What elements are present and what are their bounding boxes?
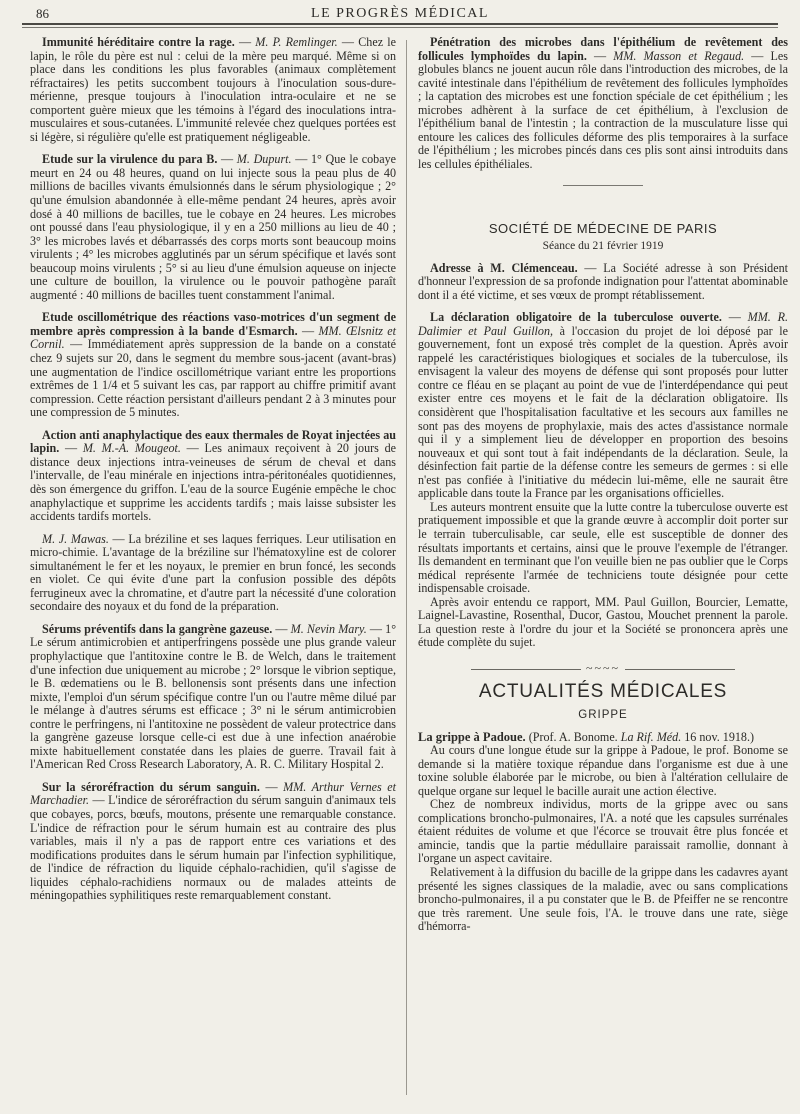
abstract-entry: Etude sur la virulence du para B. — M. Dupurt. — 1° Que le cobaye meurt en 24 ou 48 heures, quand on lui injecte sous la peau plus de 40 millions de bacilles vivants émulsionnés dans le sérum physiologique ; 2° qu'une émulsion abandonnée à elle-même pendant 24 heures, après avoir dosé à 40 millions de bacilles, tue le cobaye en 24 heures. Les microbes ont poussé dans l'eau physiologique, il y en a 250 millions au lieu de 40 ; 3° les microbes lavés et débarrassés des corps morts sont beaucoup moins virulents ; 4° les microbes agglutinés par un sérum spécifique et lavés sont beaucoup moins virulents ; 5° si au lieu d'une émulsion aqueuse on injecte une culture de bouillon, la virulence ou le pouvoir pathogène paraît augmenté : 40 millions de bacilles tuent constamment l'animal. [30,152,396,302]
lead-article-header [418,731,788,745]
entry-title: Pénétration des microbes dans l'épithélium de revêtement des follicules lymphoïdes du lapin. [418,35,788,63]
lead-article-ref: (Prof. A. Bonome. [528,729,618,744]
entry-title: Sur la séroréfraction du sérum sanguin. [42,779,260,794]
section-rule [563,185,643,186]
article-paragraph: Chez de nombreux individus, morts de la grippe avec ou sans complications broncho-pulmonaires, l'A. a noté que les capsules surrénales étaient réduites de volume et que l'écorce se trouvait être plus foncée et amincie, tandis que la partie médullaire paraissait ramollie, donnant à l'organe un aspect cavitaire. [418,797,788,866]
entry-text: Les animaux reçoivent à 20 jours de distance deux injections intra-veineuses de sérum de cheval et dans l'intervalle, de l'eau minérale en injections intra-péritonéales quotidiennes, dès son émergence du griffon. L'eau de la source Eugénie empêche le choc anaphylactique et supprime les accidents tardifs ; mais laisse subsister les accidents tardifs mortels. [30,441,397,524]
entry-text: Immédiatement après suppression de la bande on a constaté chez 9 sujets sur 20, dans le segment du membre sous-jacent (avant-bras) une augmentation de l'indice oscillométrique variant entre les proportions extrêmes de 1 1/4 et 5 suivant les cas, par rapport au chiffre primitif avant compression. Cette réaction persistant d'ailleurs pendant 2 à 3 minutes pour une compression de 5 minutes. [30,337,397,420]
entry-author: MM. Œlsnitz et Cornil. [30,323,397,352]
entry-author: M. M.-A. Mougeot. [82,441,181,456]
entry-paragraph: Après avoir entendu ce rapport, MM. Paul Guillon, Bourcier, Lematte, Laignel-Lavastine, Rosenthal, Ducor, Gastou, Mouchet prennent la parole. La question reste à l'ordre du jour et la Société se prononcera après une étude complète du sujet. [418,594,788,650]
left-column [30,36,396,912]
entry-title: La déclaration obligatoire de la tuberculose ouverte. [430,310,722,325]
entry-text: 1° Le sérum antimicrobien et antiperfringens possède une plus grande valeur prophylactique que l'antitoxine contre le B. de Welch, dans le traitement d'une infection due uniquement au microbe ; 2° lorsque le vibrion septique, le B. œdematiens ou le B. bellonensis sont présents dans une infection mixte, l'emploi d'un sérum spécifique contre l'un ou l'autre même dilué par le mélange à d'autres sérums est efficace ; 3° ni le sérum antimicrobien contre le perfringens, ni l'antitoxine ne possèdent de valeur protectrice dans la gangrène gazeuse lorsque celle-ci est due à une infection anaérobie mixte habituellement constatée dans les plaies de guerre. Travail fait à l'American Red Cross Research Laboratory, A. R. C. Military Hospital 2. [30,621,397,772]
running-title: LE PROGRÈS MÉDICAL [311,6,489,21]
abstract-entry: Sur la séroréfraction du sérum sanguin. — MM. Arthur Vernes et Marchadier. — L'indice de séroréfraction du sérum sanguin d'animaux tels que cobayes, porcs, bœufs, moutons, présente une remarquable constance. L'indice de réfraction pour le sérum humain est au contraire des plus variables, mais il n'y a pas de rapport entre ces variations et des modifications produites dans le sérum humain par l'infection syphilitique, de l'indice de réfraction du liquide céphalo-rachidien, qu'il s'agisse de liquides céphalo-rachidiens normaux ou de malades atteints de méningopathies syphilitiques reste remarquablement constant. [30,779,397,903]
entry-author: M. J. Mawas. [42,531,109,546]
lead-article-journal: La Rif. Méd. [620,729,682,744]
entry-author: MM. R. Dalimier et Paul Guillon, [418,310,789,338]
entry-title: Etude sur la virulence du para B. [42,152,218,167]
abstract-entry: Action anti anaphylactique des eaux thermales de Royat injectées au lapin. — M. M.-A. Mougeot. — Les animaux reçoivent à 20 jours de distance deux injections intra-veineuses de sérum de cheval et dans l'intervalle, de l'eau minérale en injections intra-péritonéales quotidiennes, dès son émergence du griffon. L'eau de la source Eugénie empêche le choc anaphylactique et supprime les accidents tardifs ; mais laisse subsister les accidents tardifs mortels. [30,427,397,524]
entry-title: Immunité héréditaire contre la rage. [42,35,235,49]
society-heading: SOCIÉTÉ DE MÉDECINE DE PARIS [488,221,718,237]
entry-author: MM. Arthur Vernes et Marchadier. [30,779,397,808]
entry-author: M. P. Remlinger. [255,35,338,49]
entry-text: Chez le lapin, le rôle du père est nul : celui de la mère peu marqué. Même si on place dans les conditions les plus favorables (animaux complètement réfractaires) les petits succombent toujours à l'inoculation sous-dure-mérienne, presque toujours à l'inoculation intra-oculaire et ne se comportent guère mieux que les témoins à l'égard des inoculations intra-musculaires et sous-cutanées. L'immunité relevée chez quelques portées est si légère, si régulière qu'elle est pratiquement négligeable. [30,35,397,144]
ornament-flourish: ~~~~ [586,660,620,675]
lead-article-date: 16 nov. 1918.) [684,729,755,744]
entry-text: à l'occasion du projet de loi déposé par le gouvernement, font un exposé très complet de la question. Après avoir rappelé les caractéristiques biologiques et sociales de la tuberculose, ils envisagent la valeur des moyens de défense qui sont proposés pour lutter contre ce fléau en se plaçant au point de vue de l'interdépendance qui peut exister entre ces moyens et le fait de la déclaration obligatoire. Ils considèrent que l'hospitalisation facultative et les secours aux familles ne sont pas des moyens de prophylaxie, mais des actes d'assistance normale qui il y a simplement lieu de développer en proportion des besoins nouveaux et qui sont tout à fait indépendants de la déclaration. Seule, la désinfection fait partie de la défense contre les semeurs de germes : si elle n'est pas confiée à l'initiative du médecin lui-même, elle ne saurait être applicable dans toute la France par les organisations officielles. [418,323,788,501]
abstract-entry: Sérums préventifs dans la gangrène gazeuse. — M. Nevin Mary. — 1° Le sérum antimicrobien et antiperfringens possède une plus grande valeur prophylactique que l'antitoxine contre le B. de Welch, dans le traitement d'une infection due uniquement au microbe ; 2° lorsque le vibrion septique, le B. œdematiens ou le B. bellonensis sont présents dans une infection mixte, l'emploi d'un sérum spécifique contre l'un ou l'autre même dilué par le mélange à d'autres sérums est efficace ; 3° ni le sérum antimicrobien contre le perfringens, ni l'antitoxine ne possèdent de valeur protectrice dans la gangrène gazeuse lorsque celle-ci est due à une infection anaérobie mixte habituellement constatée dans les plaies de guerre. Travail fait à l'American Red Cross Research Laboratory, A. R. C. Military Hospital 2. [30,621,397,772]
entry-text: La bréziline et ses laques ferriques. Leur utilisation en micro-chimie. L'avantage de la bréziline sur l'hématoxyline est de colorer simultanément le fer et les noyaux, le premier en brun foncé, les seconds en violet. Ce qui évite d'une part la confusion possible des dépôts ferrugineux avec la chromatine, et d'autre part la nécessité d'une coloration secondaire des noyaux et du fond de la préparation. [30,531,397,614]
header-rule [22,23,778,25]
ornament-line [625,669,735,670]
society-entry: La déclaration obligatoire de la tuberculose ouverte. — MM. R. Dalimier et Paul Guillon, à l'occasion du projet de loi déposé par le gouvernement, font un exposé très complet de la question. Après avoir rappelé les caractéristiques biologiques et sociales de la tuberculose, ils envisagent la valeur des moyens de défense qui sont proposés pour lutter contre ce fléau en se plaçant au point de vue de l'interdépendance qui peut exister entre ces moyens et le fait de la déclaration obligatoire. Ils considèrent que l'hospitalisation facultative et les secours aux familles ne sont pas des moyens de prophylaxie, mais des actes d'assistance normale qui il y a simplement lieu de développer en proportion des besoins nouveaux et qui sont tout à fait indépendants de la déclaration. Seule, la désinfection fait partie de la défense contre les semeurs de germes : si elle n'est pas confiée à l'initiative du médecin lui-même, elle ne saurait être applicable dans toute la France par les organisations officielles. Les auteurs montrent ensuite que la lutte contre la tuberculose ouverte est pratiquement impossible et que la grande œuvre à accomplir doit porter sur le terrain tuberculisable, car seule, elle est susceptible de donner des résultats importants et certains, ainsi que le prouve l'exemple de l'étranger. Ils demandent en terminant que l'on veuille bien ne pas oublier que le Corps médical représente l'armée de techniciens toute désignée pour cette indispensable croisade. Après avoir entendu ce rapport, MM. Paul Guillon, Bourcier, Lematte, Laignel-Lavastine, Rosenthal, Ducor, Gastou, Mouchet prennent la parole. La question reste à l'ordre du jour et la Société se prononcera après une étude complète du sujet. [418,310,789,650]
article-paragraph: Au cours d'une longue étude sur la grippe à Padoue, le prof. Bonome se demande si la matière toxique répandue dans l'organisme est due à une toxine soluble élaborée par le microbe, ou bien à l'altération cellulaire de quelque organe sur lequel le bacille aurait une action élective. [418,743,788,798]
entry-author: M. Dupurt. [236,152,292,167]
page-number: 86 [36,6,49,21]
column-divider [406,40,407,1095]
entry-author: M. Nevin Mary. [290,621,367,636]
entry-title: Adresse à M. Clémenceau. [430,260,578,275]
entry-title: Sérums préventifs dans la gangrène gazeuse. [42,621,273,636]
abstract-entry: M. J. Mawas. — La bréziline et ses laques ferriques. Leur utilisation en micro-chimie. L'avantage de la bréziline sur l'hématoxyline est de colorer simultanément le fer et les noyaux, le premier en brun foncé, les seconds en violet. Ce qui évite d'une part la confusion possible des dépôts ferrugineux avec la chromatine, et d'autre part la nécessité d'une coloration secondaire des noyaux et du fond de la préparation. [30,531,397,614]
lead-article-title: La grippe à Padoue. [418,729,526,744]
entry-text: 1° Que le cobaye meurt en 24 ou 48 heures, quand on lui injecte sous la peau plus de 40 millions de bacilles vivants émulsionnés dans le sérum physiologique ; 2° qu'une émulsion abandonnée à elle-même pendant 24 heures, après avoir dosé à 40 millions de bacilles, tue le cobaye en 24 heures. Les microbes ont poussé dans l'eau physiologique, il y en a 250 millions au lieu de 40 ; 3° les microbes lavés et débarrassés des corps morts sont beaucoup moins virulents ; 4° les microbes agglutinés par un sérum spécifique et lavés sont beaucoup moins virulents ; 5° si au lieu d'une émulsion aqueuse on injecte une culture de bouillon, la virulence ou le pouvoir pathogène paraît augmenté : 40 millions de bacilles tuent constamment l'animal. [30,152,396,302]
ornament-line [471,669,581,670]
entry-text: La Société adresse à son Président d'honneur l'expression de sa profonde indignation pour l'attentat abominable dont il a été victime, et ses vœux de prompt rétablissement. [418,260,789,302]
abstract-entry: Etude oscillométrique des réactions vaso-motrices d'un segment de membre après compression à la bande d'Esmarch. — MM. Œlsnitz et Cornil. — Immédiatement après suppression de la bande on a constaté chez 9 sujets sur 20, dans le segment du membre sous-jacent (avant-bras) une augmentation de l'indice oscillométrique variant entre les proportions extrêmes de 1 1/4 et 5 suivant les cas, par rapport au chiffre primitif avant compression. Cette réaction persistant d'ailleurs pendant 2 à 3 minutes pour une compression de 5 minutes. [30,310,397,420]
abstract-entry: Immunité héréditaire contre la rage. — M. P. Remlinger. — Chez le lapin, le rôle du père est nul : celui de la mère peu marqué. Même si on place dans les conditions les plus favorables (animaux complètement réfractaires) les petits succombent toujours à l'inoculation sous-dure-mérienne, presque toujours à l'inoculation intra-oculaire et ne se comportent guère mieux que les témoins à l'égard des inoculations intra-musculaires et sous-cutanées. L'immunité relevée chez quelques portées est si légère, si régulière qu'elle est pratiquement négligeable. [30,35,397,144]
entry-paragraph: Les auteurs montrent ensuite que la lutte contre la tuberculose ouverte est pratiquement impossible et que la grande œuvre à accomplir doit porter sur le terrain tuberculisable, car seule, elle est susceptible de donner des résultats importants et certains, ainsi que le prouve l'exemple de l'étranger. Ils demandent en terminant que l'on veuille bien ne pas oublier que le Corps médical représente l'armée de techniciens toute désignée pour cette indispensable croisade. [418,499,788,596]
entry-text: L'indice de séroréfraction du sérum sanguin d'animaux tels que cobayes, porcs, bœufs, moutons, présente une remarquable constance. L'indice de réfraction pour le sérum humain est au contraire des plus variables, mais il n'y a pas de rapport entre ces variations et des modifications produites dans le sérum humain par l'infection syphilitique, de l'indice de réfraction du liquide céphalo-rachidien, qu'il s'agisse de liquides céphalo-rachidiens normaux ou de malades atteints de méningopathies syphilitiques reste remarquablement constant. [30,793,396,903]
entry-author: MM. Masson et Regaud. [613,48,745,63]
society-session-date: Séance du 21 février 1919 [542,240,664,253]
header-rule-thin [22,27,778,28]
entry-title: Etude oscillométrique des réactions vaso-motrices d'un segment de membre après compression à la bande d'Esmarch. [30,310,396,338]
entry-title: Action anti anaphylactique des eaux thermales de Royat injectées au lapin. [30,427,396,456]
entry-text: Les globules blancs ne jouent aucun rôle dans l'introduction des microbes, de la cavité intestinale dans l'épithélium de revêtement des follicules lymphoïdes ; la captation des microbes est une fonction spéciale de cet épithélium ; les microbes adhèrent à la surface de cet épithélium, à l'exclusion de l'épithélium banal de l'intestin ; la contraction de la musculature lisse qui entoure les calices des follicules déforme des plis temporaires à la surface de l'épithélium ; les microbes pincés dans ces plis sont ainsi introduits dans les cellules épithéliales. [418,48,788,171]
actualites-heading: ACTUALITÉS MÉDICALES [478,681,728,703]
article-paragraph: Relativement à la diffusion du bacille de la grippe dans les cadavres ayant présenté les signes classiques de la maladie, avec ou sans complications broncho-pulmonaires, il a pu constater que le B. de Pfeiffer ne se rencontre que très rarement. Une seule fois, l'A. le trouve dans une rate, siège d'hémorra- [418,864,788,934]
ornamental-divider [418,662,788,676]
subsection-heading: GRIPPE [578,708,628,721]
abstract-entry: Pénétration des microbes dans l'épithélium de revêtement des follicules lymphoïdes du lapin. — MM. Masson et Regaud. — Les globules blancs ne jouent aucun rôle dans l'introduction des microbes, de la cavité intestinale dans l'épithélium de revêtement des follicules lymphoïdes ; la captation des microbes est une fonction spéciale de cet épithélium ; les microbes adhèrent à la surface de cet épithélium, à l'exclusion de l'épithélium banal de l'intestin ; la contraction de la musculature lisse qui entoure les calices des follicules déforme des plis temporaires à la surface de l'épithélium ; les microbes pincés dans ces plis sont ainsi introduits dans les cellules épithéliales. [418,35,788,171]
society-entry: Adresse à M. Clémenceau. — La Société adresse à son Président d'honneur l'expression de sa profonde indignation pour l'attentat abominable dont il a été victime, et ses vœux de prompt rétablissement. [418,260,789,302]
right-column [418,36,788,934]
